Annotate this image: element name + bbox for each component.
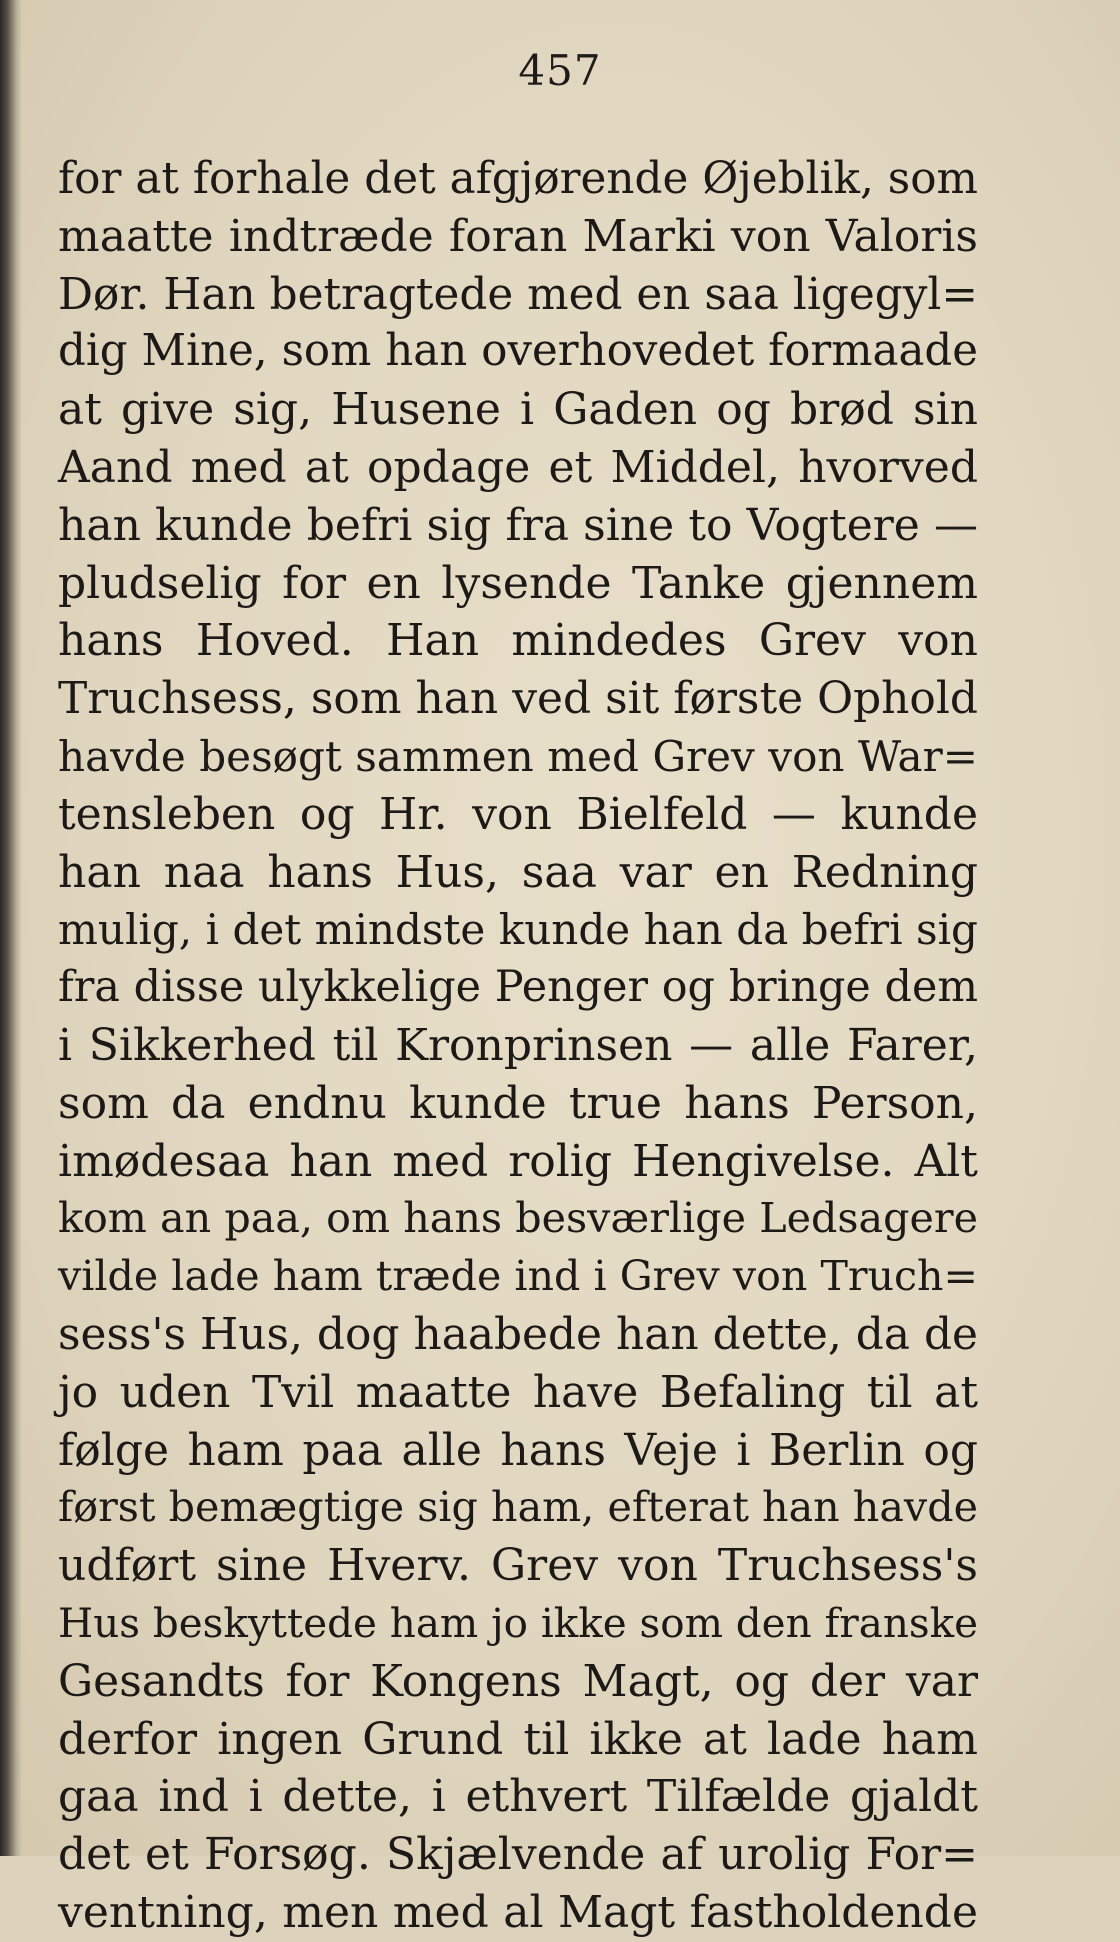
binding-gutter — [0, 0, 22, 1856]
text-line: ventning, men med al Magt fastholdende — [58, 1886, 978, 1938]
text-line: Dør. Han betragtede med en saa ligegyl= — [58, 268, 978, 320]
text-line: gaa ind i dette, i ethvert Tilfælde gjaldt — [58, 1771, 978, 1823]
text-line: han naa hans Hus, saa var en Redning — [58, 846, 978, 898]
text-line: imødesaa han med rolig Hengivelse. Alt — [58, 1135, 978, 1187]
text-line: følge ham paa alle hans Veje i Berlin og — [58, 1424, 978, 1476]
text-line: dig Mine, som han overhovedet formaade — [58, 326, 978, 377]
text-line: Gesandts for Kongens Magt, og der var — [58, 1655, 978, 1707]
text-line: i Sikkerhed til Kronprinsen — alle Farer, — [58, 1019, 978, 1071]
body-text — [58, 150, 978, 1942]
text-line: det et Forsøg. Skjælvende af urolig For= — [58, 1829, 978, 1881]
text-line: havde besøgt sammen med Grev von War= — [58, 731, 978, 781]
text-line: pludselig for en lysende Tanke gjennem — [58, 557, 978, 609]
text-line: maatte indtræde foran Marki von Valoris — [58, 210, 978, 262]
text-line: udført sine Hverv. Grev von Truchsess's — [58, 1540, 978, 1592]
text-line: jo uden Tvil maatte have Befaling til at — [58, 1366, 978, 1418]
text-line: mulig, i det mindste kunde han da befri sig — [58, 905, 978, 955]
text-line: derfor ingen Grund til ikke at lade ham — [58, 1713, 978, 1765]
page-number: 457 — [518, 46, 602, 95]
text-line: først bemægtige sig ham, efterat han havde — [58, 1483, 978, 1532]
text-line: hans Hoved. Han mindedes Grev von — [58, 615, 978, 667]
text-line: for at forhale det afgjørende Øjeblik, som — [58, 153, 978, 204]
text-line: som da endnu kunde true hans Person, — [58, 1077, 978, 1129]
text-line: han kunde befri sig fra sine to Vogtere — — [58, 499, 978, 551]
text-line: fra disse ulykkelige Penger og bringe dem — [58, 962, 978, 1013]
text-line: Hus beskyttede ham jo ikke som den franske — [58, 1598, 979, 1647]
text-line: tensleben og Hr. von Bielfeld — kunde — [58, 788, 978, 840]
text-line: kom an paa, om hans besværlige Ledsagere — [58, 1194, 978, 1243]
text-line: sess's Hus, dog haabede han dette, da de — [58, 1308, 978, 1360]
text-line: at give sig, Husene i Gaden og brød sin — [58, 384, 978, 436]
text-line: Aand med at opdage et Middel, hvorved — [58, 441, 978, 493]
text-line: vilde lade ham træde ind i Grev von Truch= — [58, 1252, 978, 1301]
text-line: Truchsess, som han ved sit første Ophold — [58, 673, 978, 725]
